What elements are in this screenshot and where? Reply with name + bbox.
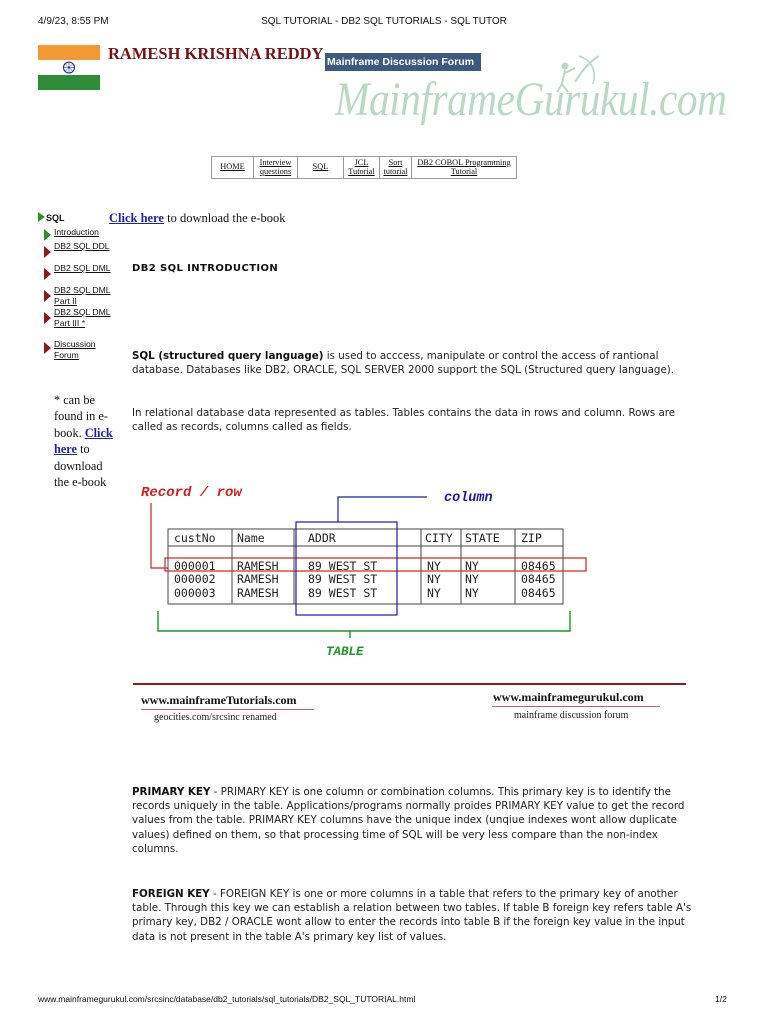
column-label: column [444,491,493,506]
relational-paragraph: In relational database data represented as tables. Tables contains the data in rows and column. Rows are called as records, columns called as fields. [132,407,676,434]
india-flag-icon [38,45,100,90]
ebook-download-link[interactable]: Click here [109,211,164,225]
arrow-right-icon [44,290,51,302]
banner-right-subtitle: mainframe discussion forum [514,710,629,721]
arrow-right-icon [44,268,51,280]
primary-key-term: PRIMARY KEY [132,786,211,798]
sidebar-item-label[interactable]: DB2 SQL DDL [54,241,110,251]
sidebar-item-label[interactable]: DB2 SQL DML [54,263,111,273]
table-cell: NY [465,572,479,586]
sidebar-item-label[interactable]: DB2 SQL DML Part II [54,285,111,306]
column-pointer-line [338,497,427,522]
table-cell: 89 WEST ST [308,572,378,586]
sidebar-ebook-link[interactable]: Click here [54,425,113,457]
banner-left-subtitle: geocities.com/srcsinc renamed [154,712,277,723]
foreign-key-paragraph: FOREIGN KEY - FOREIGN KEY is one or more columns in a table that refers to the primary key of another table. Through this key we can establish a relation between two tables. If table B foreign key refers table A's primary key, DB2 / ORACLE wont allow to enter the records into table B if the foreign key value in the input data is not present in the table A's primary key list of values. [132,888,692,943]
arrow-right-icon [44,312,51,324]
table-cell: 08465 [521,572,556,586]
nav-jcl-tutorial[interactable]: JCL Tutorial [344,157,380,178]
table-cell: NY [427,572,441,586]
nav-db2-cobol-tutorial[interactable]: DB2 COBOL Programming Tutorial [417,157,511,176]
sql-term: SQL (structured query language) [132,350,324,362]
table-cell: RAMESH [237,586,279,600]
table-cell: 000003 [174,586,216,600]
sidebar-section-sql[interactable]: SQL [38,212,65,223]
ebook-download-line: Click here to download the e-book [109,211,286,225]
banner-left-site-link[interactable]: www.mainframeTutorials.com [141,693,297,707]
sql-definition-paragraph: SQL (structured query language) is used to acccess, manipulate or control the access of rantional database. Databases like DB2, ORACLE, SQL SERVER 2000 support the SQL (Structured query language). [132,350,675,377]
table-cell: 89 WEST ST [308,559,378,573]
primary-key-paragraph: PRIMARY KEY - PRIMARY KEY is one column or combination columns. This primary key is to identify the records uniquely in the table. Applications/programs normally proides PRIMARY KEY value to get the record values from the table. PRIMARY KEY columns have the unique index (unqiue indexes wont allow duplicate values) defined on them, so that processing time of SQL will be very less compare than the non-index columns. [132,786,685,855]
sidebar-ebook-note: * can be found in e-book. Click here to download the e-book [54,393,113,490]
table-cell: 08465 [521,559,556,573]
sidebar-item-label[interactable]: Introduction [54,227,99,237]
page-heading: DB2 SQL INTRODUCTION [132,263,279,274]
site-logo: MainframeGurukul.com [335,73,727,126]
top-nav [211,156,517,179]
table-header-cell: CITY [425,531,453,545]
banner-right-underline [492,706,660,707]
table-header-cell: Name [237,531,265,545]
banner-left-underline [141,709,314,710]
banner-divider [133,683,686,685]
table-label: TABLE [326,645,364,659]
table-header-cell: custNo [174,531,216,545]
table-cell: 000001 [174,559,216,573]
table-header-cell: STATE [465,531,500,545]
table-header-cell: ZIP [521,531,542,545]
table-cell: NY [465,559,479,573]
print-page-title: SQL TUTORIAL - DB2 SQL TUTORIALS - SQL TUTOR [261,16,507,27]
table-cell: 89 WEST ST [308,586,378,600]
print-page-number: 1/2 [715,994,727,1004]
site-author: RAMESH KRISHNA REDDY [108,44,324,63]
table-cell: 000002 [174,572,216,586]
print-datetime: 4/9/23, 8:55 PM [38,16,109,27]
arrow-right-icon [44,229,51,241]
table-header-cell: ADDR [308,531,336,545]
arrow-right-icon [44,342,51,354]
forum-badge-link[interactable]: Mainframe Discussion Forum [325,53,481,71]
table-cell: 08465 [521,586,556,600]
print-footer-url: www.mainframegurukul.com/srcsinc/database/db2_tutorials/sql_tutorials/DB2_SQL_TUTORIAL.html [38,994,416,1004]
sidebar-item-label[interactable]: DB2 SQL DML Part III * [54,307,111,328]
nav-interview-questions[interactable]: Interview questions [254,157,298,178]
arrow-right-icon [38,212,45,222]
table-cell: NY [427,586,441,600]
table-cell: RAMESH [237,572,279,586]
arrow-right-icon [44,246,51,258]
nav-sort-tutorial[interactable]: Sort tutorial [380,157,412,178]
table-cell: NY [465,586,479,600]
nav-home[interactable]: HOME [212,157,254,178]
nav-sql[interactable]: SQL [298,157,344,178]
banner-right-site-link[interactable]: www.mainframegurukul.com [493,690,644,704]
foreign-key-term: FOREIGN KEY [132,888,210,900]
table-cell: RAMESH [237,559,279,573]
sidebar-item-label[interactable]: Discussion Forum [54,339,96,360]
table-diagram [135,480,605,662]
table-cell: NY [427,559,441,573]
record-row-label: Record / row [141,485,242,501]
